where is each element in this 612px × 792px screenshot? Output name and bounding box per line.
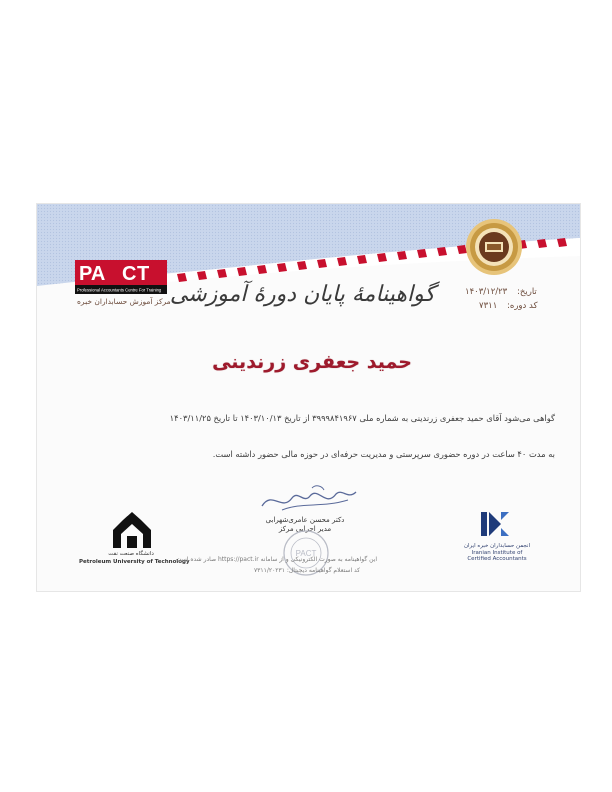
signatory-name: دکتر محسن عامری‌شهرابی	[265, 516, 345, 524]
footer-line-2: کد استعلام گواهینامه دیجیتال: ۷۳۱۱/۲۰۲۳۱	[253, 567, 361, 574]
date-label: تاریخ:	[517, 287, 537, 297]
iica-logo	[475, 508, 515, 540]
footer-line-1: این گواهینامه به صورت الکترونیکی و از سامانه https://pact.ir صادر شده است	[175, 556, 377, 563]
pact-tagline: Professional Accountants Centre For Training	[77, 287, 162, 293]
pact-wordmark-pa: PA	[79, 263, 106, 285]
petroleum-university-name-en: Petroleum University of Technology	[79, 559, 190, 565]
iica-name-en-1: Iranian Institute of	[471, 549, 523, 556]
certificate-title: گواهینامهٔ پایان دورهٔ آموزشی	[169, 282, 435, 307]
iica-name-fa: انجمن حسابداران خبره ایران	[463, 543, 530, 549]
stamp-text: PACT	[295, 549, 317, 558]
iica-name-en-2: Certified Accountants	[467, 556, 527, 562]
body-line-2: به مدت ۴۰ ساعت در دوره حضوری سرپرستی و مدیریت حرفه‌ای در حوزه مالی حضور داشته است.	[212, 449, 555, 459]
pact-wordmark-c: C	[122, 263, 137, 285]
pact-subtitle: مرکز آموزش حسابداران خبره	[77, 297, 171, 306]
signatory-role: مدیر اجرایی مرکز	[278, 525, 332, 533]
emblem-seal-icon	[465, 218, 523, 276]
body-line-1: گواهی می‌شود آقای حمید جعفری زرندینی به شماره ملی ۳۹۹۹۸۴۱۹۶۷ از تاریخ ۱۴۰۳/۱۰/۱۳ تا تاریخ ۱۴۰۳/۱۱/۲۵	[169, 413, 555, 423]
petroleum-university-logo	[93, 508, 171, 550]
iica-name	[457, 543, 537, 563]
pact-logo	[75, 260, 167, 294]
recipient-name: حمید جعفری زرندینی	[212, 351, 412, 373]
petroleum-university-name-fa: دانشگاه صنعت نفت	[108, 551, 154, 557]
date-value: ۱۴۰۳/۱۲/۲۳	[465, 287, 508, 297]
certificate	[37, 204, 580, 591]
signature	[252, 482, 362, 516]
course-code-value: ۷۳۱۱	[479, 301, 498, 311]
pact-wordmark-t: T	[137, 263, 150, 285]
course-code-label: کد دوره:	[507, 301, 538, 311]
